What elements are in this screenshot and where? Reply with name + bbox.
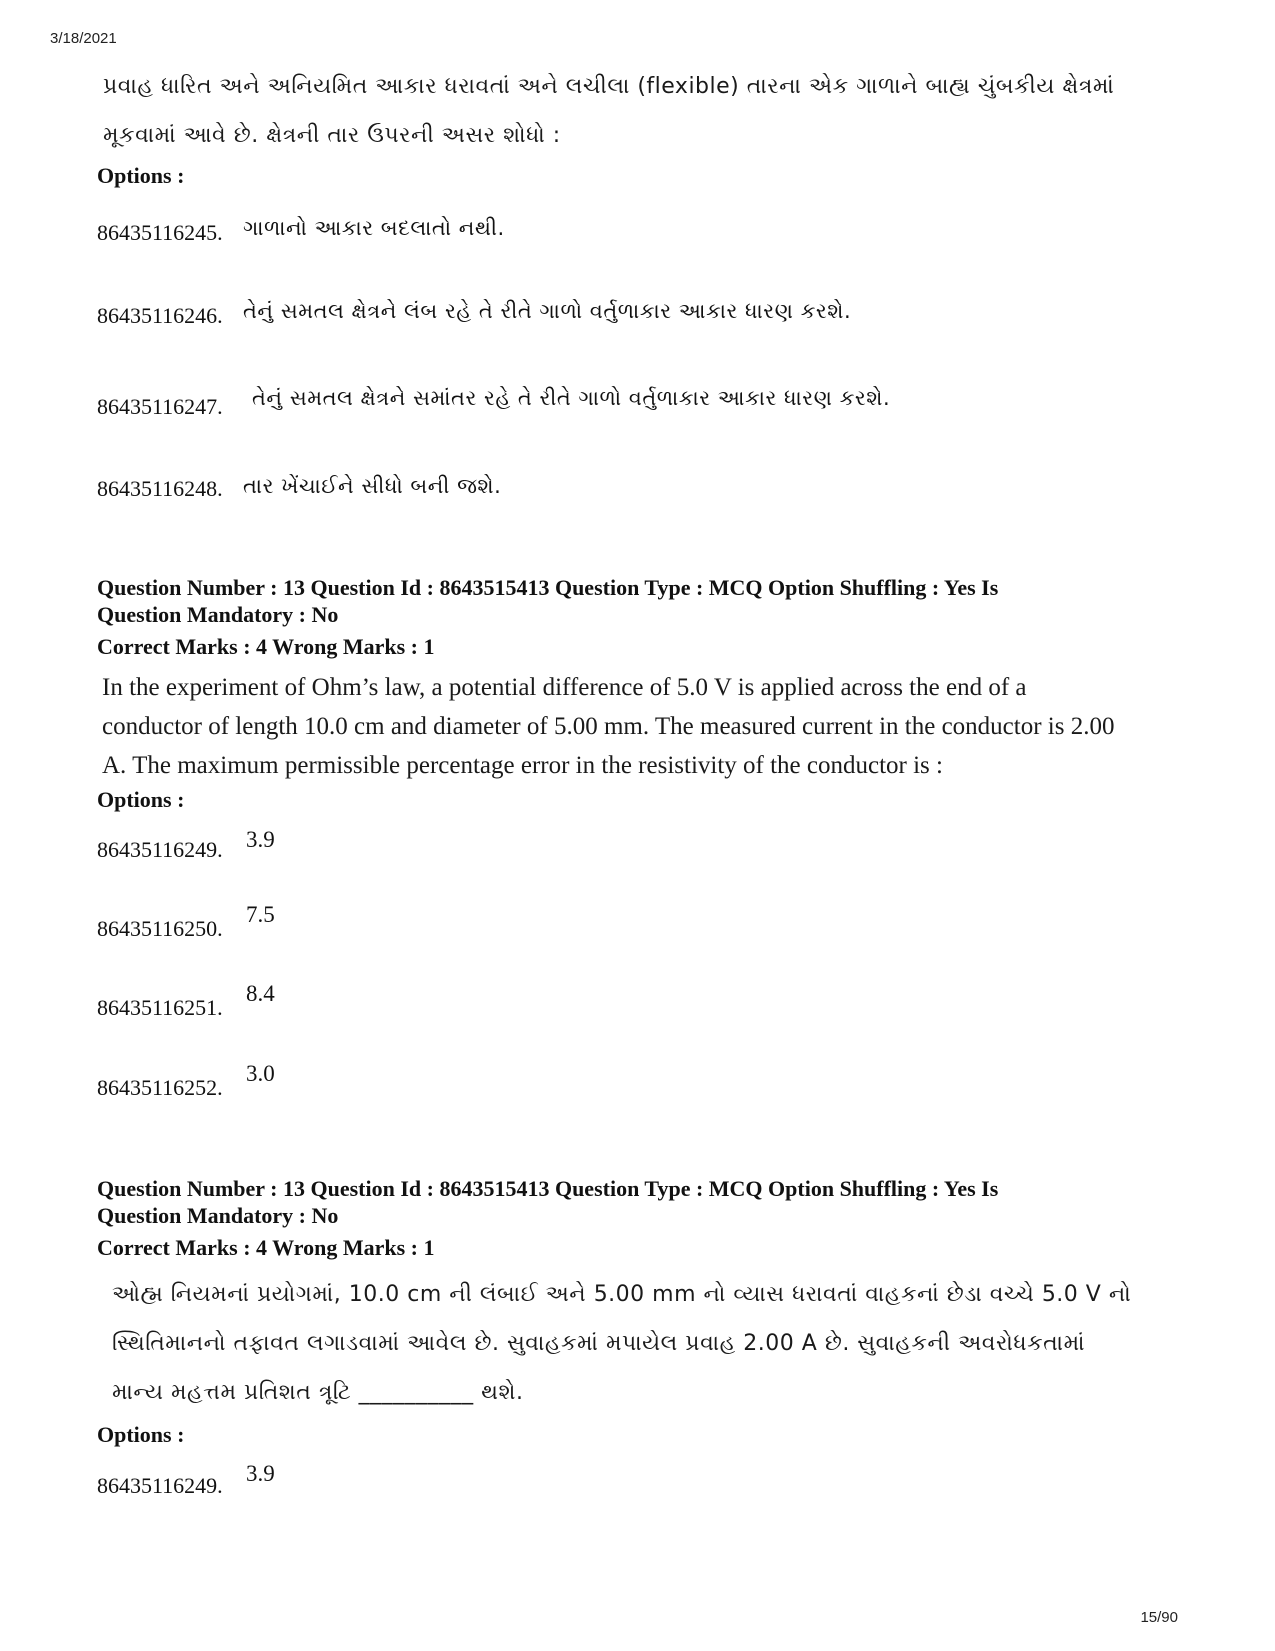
- question-marks: Correct Marks : 4 Wrong Marks : 1: [97, 634, 435, 659]
- option-id: 86435116252.: [97, 1075, 223, 1100]
- option-id: 86435116248.: [97, 476, 223, 501]
- option-id: 86435116245.: [97, 220, 223, 245]
- option-text: તાર ખેંચાઈને સીધો બની જશે.: [243, 474, 502, 498]
- question-text-gujarati-2: ઓહ્મ નિયમનાં પ્રયોગમાં, 10.0 cm ની લંબાઈ અને 5.00 mm નો વ્યાસ ધરાવતાં વાહકનાં છેડા વચ્ચે 5.0 V નો સ્થિતિમાનનો તફાવત લગાડવામાં આવેલ છે. સુવાહકમાં મપાયેલ પ્રવાહ 2.00 A છે. સુવાહકની અવરોધકતામાં માન્ય મહત્તમ પ્રતિશત ત્રૂટિ __________ થશે.: [112, 1282, 1132, 1405]
- question-mandatory: Question Mandatory : No: [97, 1203, 339, 1228]
- option-id: 86435116251.: [97, 995, 223, 1020]
- options-label: Options :: [97, 163, 185, 188]
- question-text-english: In the experiment of Ohm’s law, a potential difference of 5.0 V is applied across the end of a conductor of length 10.0 cm and diameter of 5.00 mm. The measured current in the conductor is 2.00 A. The maximum permissible percentage error in the resistivity of the conductor is :: [102, 674, 1115, 779]
- option-id: 86435116246.: [97, 303, 223, 328]
- option-text: 7.5: [246, 902, 275, 927]
- option-text: તેનું સમતલ ક્ષેત્રને સમાંતર રહે તે રીતે ગાળો વર્તુળાકાર આકાર ધારણ કરશે.: [252, 386, 891, 410]
- option-id: 86435116249.: [97, 1473, 223, 1498]
- question-mandatory: Question Mandatory : No: [97, 602, 339, 627]
- option-text: તેનું સમતલ ક્ષેત્રને લંબ રહે તે રીતે ગાળો વર્તુળાકાર આકાર ધારણ કરશે.: [243, 299, 852, 323]
- question-text-gujarati-1: પ્રવાહ ધારિત અને અનિયમિત આકાર ધરાવતાં અને લચીલા (flexible) તારના એક ગાળાને બાહ્ય ચુંબકીય ક્ષેત્રમાં મૂકવામાં આવે છે. ક્ષેત્રની તાર ઉપરની અસર શોધો :: [103, 74, 1115, 148]
- print-date: 3/18/2021: [50, 30, 117, 47]
- options-label: Options :: [97, 787, 185, 812]
- question-meta: Question Number : 13 Question Id : 8643515413 Question Type : MCQ Option Shuffling : Yes Is: [97, 575, 999, 600]
- page-number: 15/90: [1140, 1609, 1178, 1626]
- options-label: Options :: [97, 1422, 185, 1447]
- question-marks: Correct Marks : 4 Wrong Marks : 1: [97, 1235, 435, 1260]
- option-text: 3.9: [246, 1461, 275, 1486]
- option-id: 86435116249.: [97, 837, 223, 862]
- option-text: 3.9: [246, 827, 275, 852]
- option-id: 86435116247.: [97, 394, 223, 419]
- option-text: 3.0: [246, 1061, 275, 1086]
- question-meta: Question Number : 13 Question Id : 8643515413 Question Type : MCQ Option Shuffling : Yes Is: [97, 1176, 999, 1201]
- option-id: 86435116250.: [97, 916, 223, 941]
- option-text: ગાળાનો આકાર બદલાતો નથી.: [243, 216, 505, 240]
- option-text: 8.4: [246, 981, 275, 1006]
